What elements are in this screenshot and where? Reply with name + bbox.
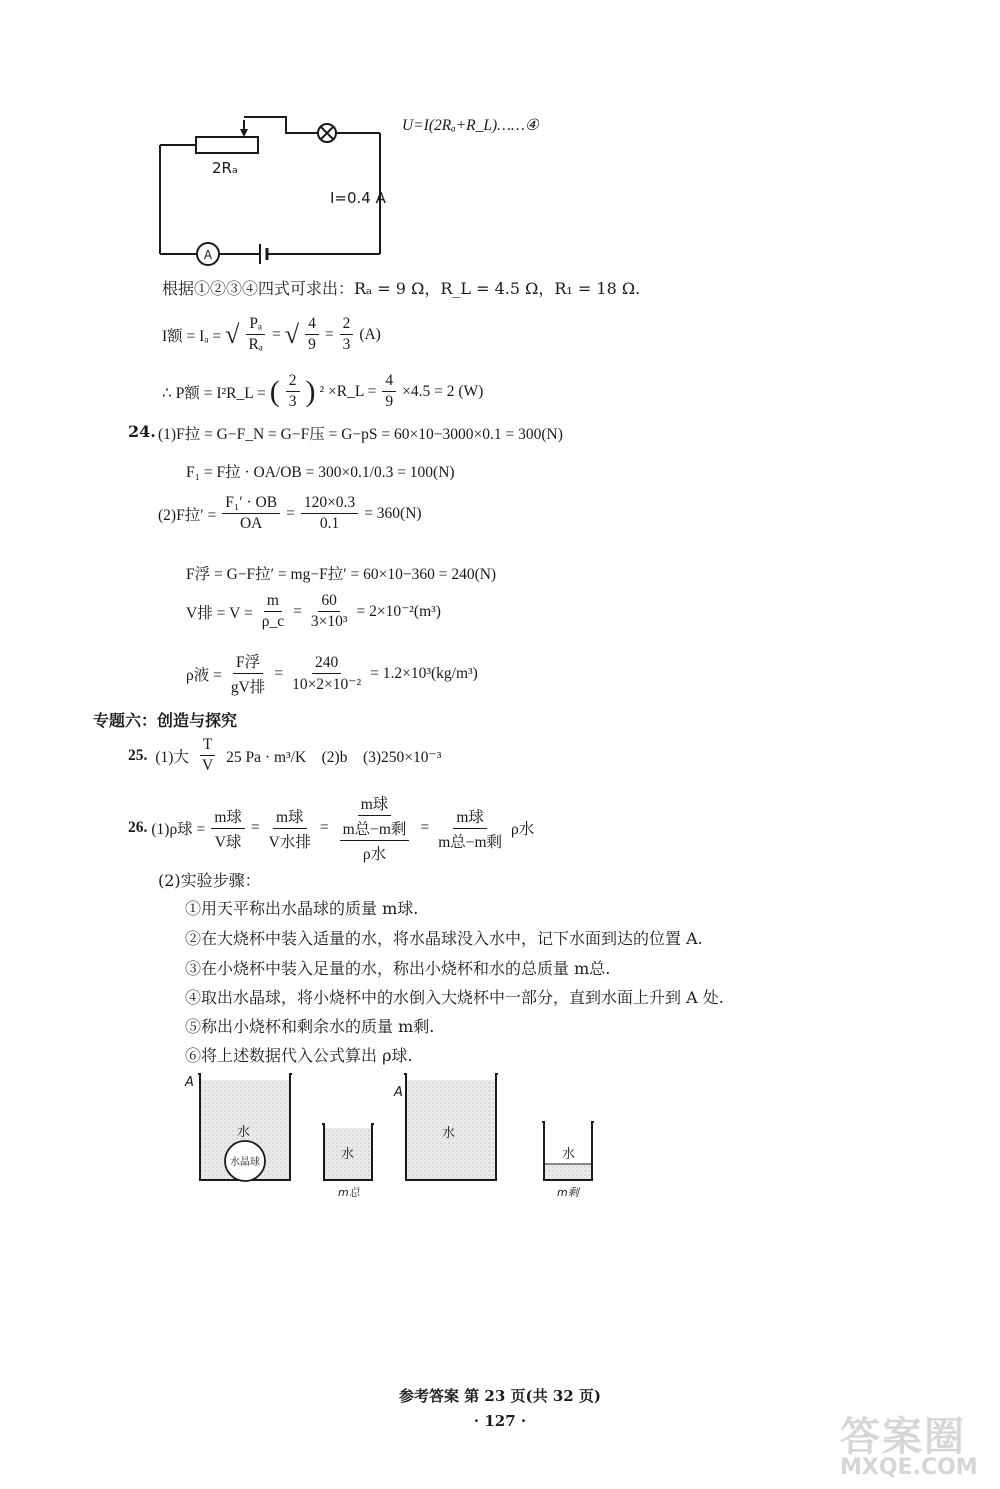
equals: = (319, 819, 329, 836)
ammeter-label: A (203, 248, 213, 262)
q24-line-3 (158, 494, 422, 533)
fraction (340, 315, 354, 354)
formula-text: = 1.2×10³(kg/m³) (370, 664, 478, 682)
q24-line-4: F浮 = G−F拉′ = mg−F拉′ = 60×10−360 = 240(N) (186, 566, 497, 583)
compound-fraction (335, 792, 415, 864)
denominator: ρ_c (261, 613, 285, 630)
steps-title: (2)实验步骤： (158, 871, 261, 890)
formula-text: ρ水 (511, 821, 535, 838)
denominator: 3 (288, 393, 297, 410)
fraction (211, 805, 245, 852)
step-item: ①用天平称出水晶球的质量 m球. (185, 899, 419, 918)
water-label: 水 (341, 1147, 355, 1162)
paren-open: ( (269, 374, 280, 408)
denominator: 3 (342, 336, 351, 353)
rheostat (196, 137, 258, 153)
denominator: 10×2×10⁻² (292, 675, 362, 693)
sqrt-sign: √ (284, 319, 300, 349)
q24-line-6 (186, 650, 478, 697)
numerator: Pₐ (246, 315, 265, 335)
conclusion-line: 根据①②③④四式可求出：Rₐ = 9 Ω，R_L = 4.5 Ω，R₁ = 18 Ω. (162, 279, 641, 298)
numerator: m球 (453, 805, 487, 829)
section-heading: 专题六：创造与探究 (93, 711, 238, 730)
numerator: F浮 (233, 650, 263, 674)
formula-text: 25 Pa · m³/K (2)b (3)250×10⁻³ (226, 748, 442, 766)
fraction (435, 805, 505, 852)
resistor-label: 2Rₐ (212, 159, 238, 177)
denominator: 9 (385, 393, 394, 410)
fraction (289, 654, 364, 694)
sqrt-sign: √ (225, 319, 240, 349)
formula-text: (2)F拉′ = (158, 506, 217, 524)
numerator: F₁′ · OB (222, 494, 280, 514)
fraction (228, 650, 268, 697)
rated-power-formula (162, 372, 483, 411)
step-item: ⑥将上述数据代入公式算出 ρ球. (185, 1046, 413, 1065)
step-item: ④取出水晶球，将小烧杯中的水倒入大烧杯中一部分，直到水面上升到 A 处. (185, 988, 724, 1007)
denominator: 0.1 (319, 515, 340, 532)
q26-formula (128, 792, 534, 864)
equals: = (420, 819, 430, 836)
paren-close: ) (305, 374, 316, 408)
numerator: m球 (211, 805, 245, 829)
numerator: m球 (273, 805, 307, 829)
formula-text: ∴ P额 = I²R_L = (162, 384, 266, 402)
numerator: m总−m剩 (340, 817, 410, 841)
equals: = (286, 504, 295, 522)
fraction (286, 372, 300, 411)
water-label: 水 (442, 1126, 456, 1141)
question-number-24: 24. (128, 422, 156, 441)
numerator: 4 (382, 372, 396, 392)
formula-text: ×4.5 = 2 (W) (402, 382, 484, 400)
denominator: m总−m剩 (438, 833, 503, 851)
formula-text: (1)大 (155, 748, 189, 766)
formula-text: ² ×R_L = (319, 382, 377, 400)
denominator: Rₐ (248, 336, 264, 353)
equals: = (324, 325, 334, 343)
denominator: ρ水 (362, 846, 387, 863)
page-number: · 127 · (473, 1412, 527, 1430)
fraction (382, 372, 396, 411)
numerator: 4 (305, 315, 319, 335)
q24-line-5 (186, 592, 441, 631)
step-item: ③在小烧杯中装入足量的水，称出小烧杯和水的总质量 m总. (185, 959, 611, 978)
q25-line (128, 736, 441, 775)
watermark-url: MXQE.COM (840, 1455, 978, 1480)
formula-text: (1)ρ球 = (151, 821, 206, 838)
watermark-logo: 答案圈 (840, 1414, 966, 1460)
equals: = (272, 325, 281, 343)
denominator: gV排 (230, 679, 266, 696)
numerator: 240 (312, 654, 341, 674)
fraction (266, 805, 314, 852)
denominator: V (201, 757, 214, 774)
fraction (340, 817, 410, 864)
equals: = (274, 664, 284, 682)
unit: (A) (359, 325, 381, 343)
equals: = (293, 602, 302, 620)
mark-a-right: A (394, 1085, 403, 1100)
numerator: m球 (358, 792, 392, 816)
denominator: V球 (214, 833, 242, 851)
fraction (305, 315, 319, 354)
circuit-diagram (150, 105, 400, 270)
fraction (301, 494, 358, 533)
rated-current-formula (162, 315, 381, 354)
formula-text: ρ液 = (186, 666, 222, 684)
formula-text: I额 = Iₐ = (162, 327, 222, 345)
fraction (199, 736, 216, 775)
fraction (222, 494, 280, 533)
question-number-26: 26. (128, 819, 148, 836)
fraction (245, 315, 266, 354)
formula-text: = 2×10⁻²(m³) (356, 603, 441, 620)
page-footer-info: 参考答案 第 23 页(共 32 页) (398, 1387, 602, 1405)
formula-text: = 360(N) (364, 504, 422, 522)
ball-label: 水晶球 (230, 1157, 260, 1168)
formula-text: V排 = V = (186, 604, 253, 622)
mass-total-label: m总 (338, 1186, 360, 1199)
numerator: 60 (318, 592, 340, 612)
q24-line-2: F₁ = F拉 · OA/OB = 300×0.1/0.3 = 100(N) (186, 464, 455, 481)
fraction (259, 592, 287, 631)
denominator: V水排 (268, 833, 311, 851)
numerator: m (264, 592, 282, 612)
numerator: 120×0.3 (301, 494, 358, 514)
numerator: 2 (340, 315, 354, 335)
numerator: T (200, 736, 215, 756)
mark-a-left: A (185, 1075, 194, 1090)
mass-rest-label: m剩 (557, 1186, 579, 1199)
question-number-25: 25. (128, 746, 148, 764)
q24-line-1: (1)F拉 = G−F_N = G−F压 = G−pS = 60×10−3000×0.1 = 300(N) (158, 426, 563, 443)
equals: = (250, 819, 260, 836)
water-label: 水 (237, 1125, 251, 1140)
numerator: 2 (286, 372, 300, 392)
equation-4: U=I(2Rₐ+R_L)……④ (402, 117, 539, 134)
fraction (308, 592, 351, 631)
denominator: OA (239, 515, 263, 532)
denominator (335, 816, 415, 864)
denominator: 9 (308, 336, 316, 353)
step-item: ⑤称出小烧杯和剩余水的质量 m剩. (185, 1017, 435, 1036)
beaker-figure (180, 1066, 610, 1206)
current-label: I=0.4 A (330, 189, 386, 207)
water-label: 水 (562, 1147, 576, 1162)
step-item: ②在大烧杯中装入适量的水，将水晶球没入水中，记下水面到达的位置 A. (185, 929, 703, 948)
denominator: 3×10³ (310, 613, 348, 630)
